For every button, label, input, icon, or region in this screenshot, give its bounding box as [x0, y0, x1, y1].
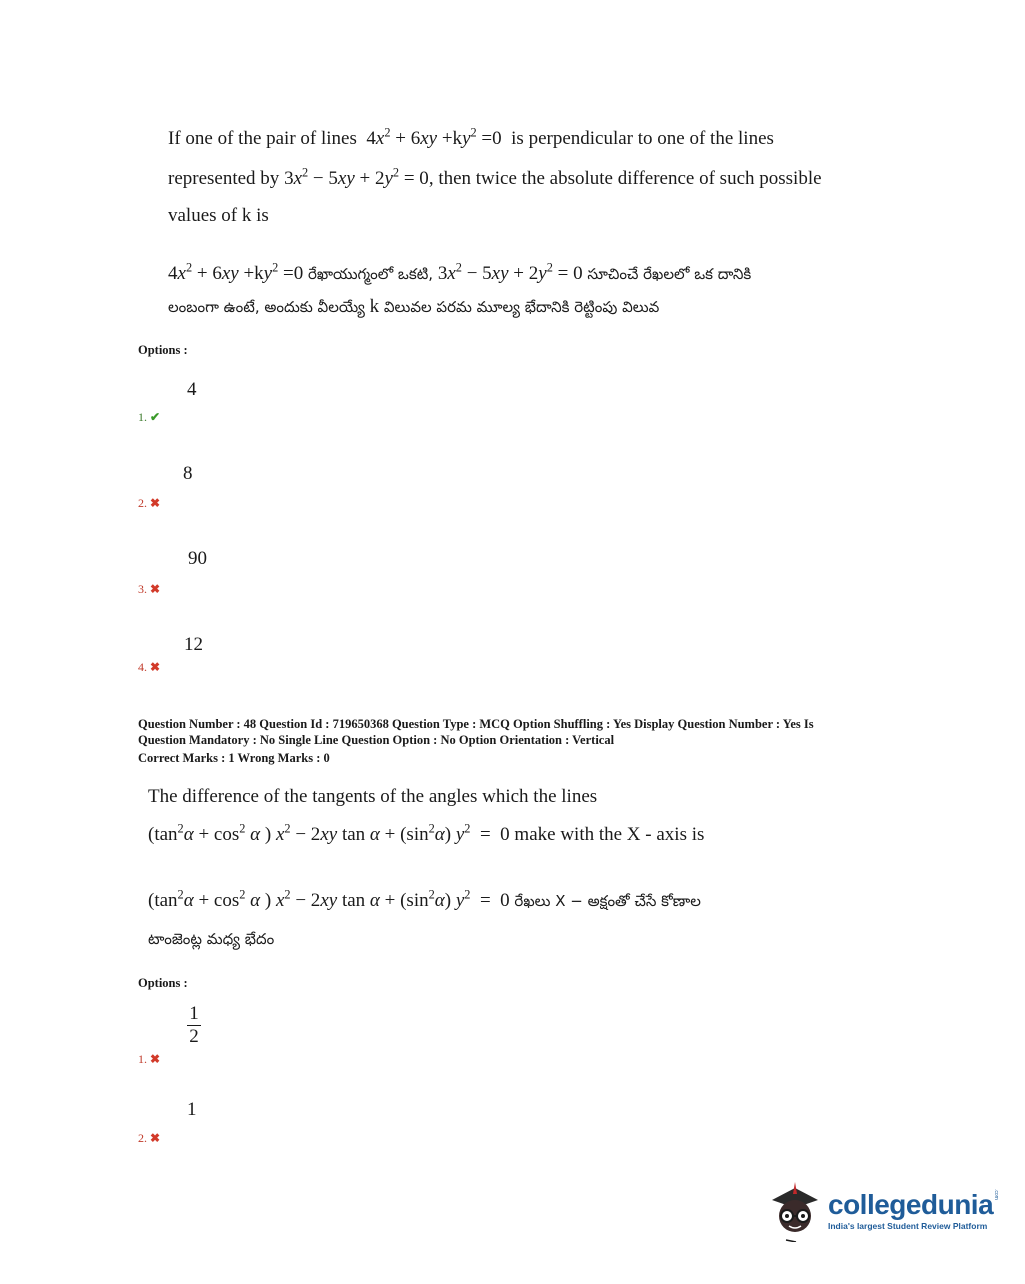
- q47-line2-post: , then twice the absolute difference of such possible: [428, 168, 822, 189]
- cross-icon: ✖: [150, 660, 161, 674]
- q47-option-4-label[interactable]: [138, 660, 160, 675]
- q47-option-4-value: 12: [184, 634, 203, 655]
- q47-option-4-number: 4.: [138, 660, 147, 674]
- check-icon: ✔: [150, 410, 161, 424]
- mascot-icon: [766, 1178, 824, 1242]
- q48-meta-line2: Question Mandatory : No Single Line Question Option : No Option Orientation : Vertical: [138, 733, 615, 747]
- q47-telugu-part1: రేఖాయుగ్మంలో ఒకటి,: [308, 265, 434, 283]
- q48-option-2-number: 2.: [138, 1131, 147, 1145]
- q48-telugu-eq: ($\tan^2\alpha + \cos^2 \alpha$ ) $x^2 - 2xy$ $\tan \alpha + (\sin^2\alpha) y^2 = 0$: [148, 887, 515, 911]
- q47-telugu-part2: సూచించే రేఖలలో ఒక దానికి: [587, 265, 752, 283]
- q48-telugu-line1: [148, 887, 701, 913]
- cross-icon: ✖: [150, 496, 161, 510]
- q48-line2-post: 0 make with the X - axis is: [500, 824, 705, 845]
- logo-com: .com: [993, 1189, 1000, 1200]
- q48-meta: [138, 716, 878, 766]
- q48-option-2-label[interactable]: [138, 1131, 160, 1146]
- q47-option-1-label[interactable]: [138, 410, 160, 425]
- q48-telugu-line2: టాంజెంట్ల మధ్య భేదం: [148, 930, 275, 948]
- q48-eq: ($\tan^2\alpha + \cos^2 \alpha$ ) $x^2 - 2xy$ $\tan \alpha + (\sin^2\alpha) y^2$ =: [148, 821, 501, 845]
- q47-telugu-part3: లంబంగా ఉంటే, అందుకు వీలయ్యే: [168, 298, 365, 316]
- q48-option-2-value: 1: [187, 1099, 197, 1120]
- q48-option-1-label[interactable]: [138, 1052, 160, 1067]
- q48-option-1-numerator: 1: [189, 1003, 199, 1024]
- q48-meta-line1: Question Number : 48 Question Id : 719650368 Question Type : MCQ Option Shuffling : Yes Display Question Number : Yes Is: [138, 717, 814, 731]
- q47-option-3-number: 3.: [138, 582, 147, 596]
- logo-title-row: [828, 1189, 999, 1221]
- q47-telugu-line2: [168, 296, 659, 319]
- q47-eq1: $4x^2 + 6xy +ky^2 =0$: [366, 125, 502, 149]
- q47-text-line2: [168, 165, 822, 191]
- q48-option-1-denominator: 2: [189, 1026, 199, 1047]
- q48-text-line1: The difference of the tangents of the angles which the lines: [148, 786, 598, 807]
- q47-telugu-eq1: $4x^2 + 6xy +ky^2 =0$: [168, 260, 304, 284]
- q47-option-2-number: 2.: [138, 496, 147, 510]
- q48-telugu-part1: రేఖలు X − అక్షంతో చేసే కోణాల: [514, 892, 701, 910]
- q47-options-label: Options :: [138, 343, 188, 357]
- q48-option-1-fraction: [187, 1003, 201, 1048]
- q47-line1-post: is perpendicular to one of the lines: [511, 128, 774, 149]
- q47-option-1-value: 4: [187, 379, 197, 400]
- q48-text-line2: [148, 821, 705, 847]
- q47-telugu-line1: [168, 260, 752, 286]
- q47-option-2-value: 8: [183, 463, 193, 484]
- q48-options-label: Options :: [138, 976, 188, 990]
- q47-eq2: $3x^2 - 5xy + 2y^2 = 0$: [284, 165, 429, 189]
- q48-meta-line3: Correct Marks : 1 Wrong Marks : 0: [138, 751, 330, 765]
- q47-option-3-label[interactable]: [138, 582, 160, 597]
- logo-text-block: [828, 1189, 999, 1231]
- q47-line2-pre: represented by: [168, 168, 280, 189]
- collegedunia-logo[interactable]: [766, 1178, 999, 1242]
- q47-option-3-value: 90: [188, 548, 207, 569]
- q48-option-1-number: 1.: [138, 1052, 147, 1066]
- q47-telugu-k: k: [369, 296, 380, 317]
- cross-icon: ✖: [150, 1131, 161, 1145]
- logo-tagline: India's largest Student Review Platform: [828, 1221, 988, 1231]
- logo-name: collegedunia: [828, 1189, 994, 1220]
- q47-text-line1: [168, 125, 774, 151]
- q47-line1-pre: If one of the pair of lines: [168, 128, 357, 149]
- cross-icon: ✖: [150, 582, 161, 596]
- q47-option-1-number: 1.: [138, 410, 147, 424]
- q47-telugu-part4: విలువల పరమ మూల్య భేదానికి రెట్టింపు విలువ: [383, 298, 660, 316]
- cross-icon: ✖: [150, 1052, 161, 1066]
- q47-option-2-label[interactable]: [138, 496, 160, 511]
- q47-telugu-eq2: $3x^2 - 5xy + 2y^2 = 0$: [437, 260, 583, 284]
- q47-text-line3: values of k is: [168, 205, 269, 226]
